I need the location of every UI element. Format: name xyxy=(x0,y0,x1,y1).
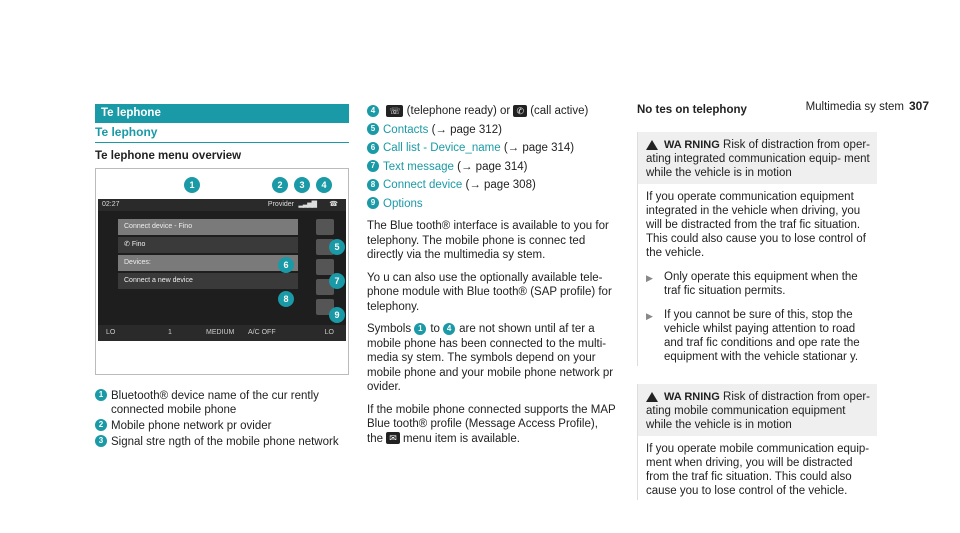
warning-icon xyxy=(646,392,658,402)
callout-6: 6 xyxy=(278,257,294,273)
column-three xyxy=(637,104,877,514)
legend-item: 3 Signal stre ngth of the mobile phone network xyxy=(95,435,355,449)
callout-9: 9 xyxy=(329,307,345,323)
contacts-link[interactable]: Contacts xyxy=(383,123,429,136)
status-bar xyxy=(98,199,346,211)
legend-item-9: 9 Options xyxy=(367,197,617,212)
text-message-icon[interactable] xyxy=(316,259,334,275)
callout-4: 4 xyxy=(316,177,332,193)
callout-2: 2 xyxy=(272,177,288,193)
paragraph-bluetooth: The Blue tooth® interface is available to you for telephony. The mobile phone is connec ted directly via the multimedia sy stem. xyxy=(367,220,609,261)
legend-item: 2 Mobile phone network pr ovider xyxy=(95,419,355,433)
menu-item-connect-device[interactable]: Connect device - Fino xyxy=(118,219,298,235)
list-item: ▶ Only operate this equipment when the traf fic situation permits. xyxy=(646,271,858,297)
head-unit-screen xyxy=(98,199,346,341)
callout-8: 8 xyxy=(278,291,294,307)
options-link[interactable]: Options xyxy=(383,197,423,210)
callout-7: 7 xyxy=(329,273,345,289)
warning-box: WA RNING Risk of distraction from oper‐ ating integrated communication equip‐ ment while the vehicle is in motion If you operate communication equipment integrated in the vehicle when driving, you will be distracted from the traf fic situation. This could also cause you to lose control of the vehicle. ▶ Only operate this equipment when the traf fic situation permits. ▶ If you cannot be sure of this, stop the vehicle whilst paying attention to road and traf fic conditions and ope rate the equipment with the vehicle stationar y. xyxy=(637,132,877,366)
running-title: Multimedia sy stem xyxy=(805,101,904,113)
page-number: 307 xyxy=(908,99,929,113)
device-menu xyxy=(118,219,298,291)
paragraph-sap: Yo u can also use the optionally available tele‐ phone module with Blue tooth® (SAP profile) for telephony. xyxy=(367,271,612,313)
column-two xyxy=(367,104,617,446)
legend-item-7: 7 Text message (→ page 314) xyxy=(367,160,617,175)
legend-item: 1 Bluetooth® device name of the cur rently connected mobile phone xyxy=(95,389,355,417)
paragraph-map: If the mobile phone connected supports the MAP Blue tooth® profile (Message Access Profile), the ✉ menu item is available. xyxy=(367,403,616,445)
notes-heading: No tes on telephony xyxy=(637,104,747,116)
signal-icon: ▂▃▅▇ xyxy=(298,201,316,208)
figure-legend xyxy=(95,389,355,451)
arrow-icon: ▶ xyxy=(646,311,653,321)
legend-item-4: 4 ☏ (telephone ready) or ✆ (call active) xyxy=(367,104,617,119)
clock: 02:27 xyxy=(102,201,120,208)
section-subtitle: Te lephony xyxy=(95,125,349,143)
legend-item-5: 5 Contacts (→ page 312) xyxy=(367,123,617,138)
climate-bar: LO 1 MEDIUM A/C OFF LO xyxy=(98,325,346,341)
bluetooth-phone-icon: ✆ xyxy=(124,241,132,248)
list-item: ▶ If you cannot be sure of this, stop the vehicle whilst paying attention to road and traf fic conditions and ope rate the equipment with the vehicle stationar y. xyxy=(646,309,860,363)
telephone-ready-icon: ☏ xyxy=(386,105,403,117)
message-icon: ✉ xyxy=(386,432,400,444)
provider-label: Provider xyxy=(267,201,294,208)
callout-3: 3 xyxy=(294,177,310,193)
warning-icon xyxy=(646,140,658,150)
warning-box: WA RNING Risk of distraction from oper‐ ating mobile communication equipment while the vehicle is in motion If you operate mobile communication equip‐ ment when driving, you will be distracted from the traf fic situation. This could also cause you to lose control of the vehicle. xyxy=(637,384,877,500)
section-heading: Te lephone menu overview xyxy=(95,150,242,162)
menu-item-connect-new-device[interactable]: Connect a new device xyxy=(118,273,298,289)
connect-device-link[interactable]: Connect device xyxy=(383,179,463,191)
legend-item-6: 6 Call list - Device_name (→ page 314) xyxy=(367,141,617,156)
paragraph-symbols: Symbols 1 to 4 are not shown until af ter a mobile phone has been connected to the multi‐ media sy stem. The symbols depend on your mobile phone and your mobile phone network pr ovider. xyxy=(367,323,614,393)
arrow-icon: ▶ xyxy=(646,273,653,283)
contacts-icon[interactable] xyxy=(316,219,334,235)
menu-item-devices[interactable]: Devices: xyxy=(118,255,298,271)
callout-1: 1 xyxy=(184,177,200,193)
call-active-icon: ✆ xyxy=(513,105,527,117)
telephone-menu-figure xyxy=(95,168,349,375)
menu-item-device-name[interactable]: ✆ Fino xyxy=(118,237,298,253)
legend-item-8: 8 Connect device (→ page 308) xyxy=(367,178,617,193)
section-band-title: Te lephone xyxy=(95,104,349,123)
callout-5: 5 xyxy=(329,239,345,255)
text-message-link[interactable]: Text message xyxy=(383,160,454,173)
phone-icon: ☎ xyxy=(329,201,338,208)
call-list-link[interactable]: Call list - Device_name xyxy=(383,142,501,154)
